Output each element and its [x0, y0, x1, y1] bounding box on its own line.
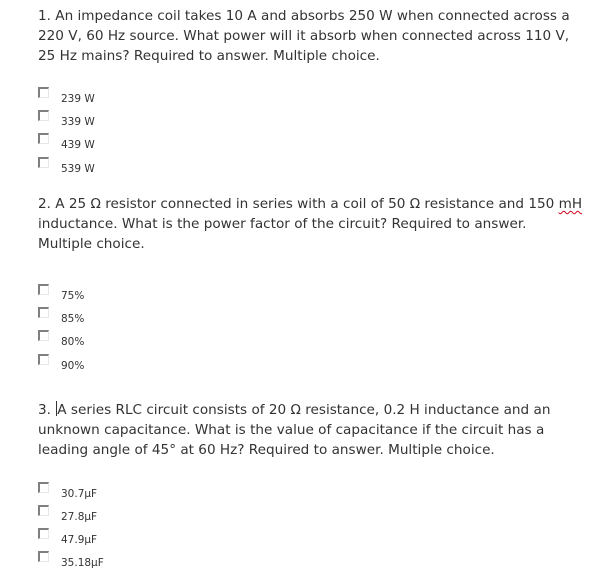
q2-option-4-checkbox[interactable] [38, 354, 49, 365]
question-1-text [38, 6, 583, 66]
q1-option-4-label: 539 W [61, 163, 95, 175]
q3-option-2[interactable] [38, 505, 238, 527]
q2-option-4-label: 90% [61, 360, 85, 372]
q1-option-1-label: 239 W [61, 93, 95, 105]
q2-option-1[interactable] [38, 284, 238, 306]
question-1-prompt: 1. An impedance coil takes 10 A and absorbs 250 W when connected across a 220 V, 60 Hz source. What power will it absorb when connected across 110 V, 25 Hz mains? Required to answer. Multiple choice. [38, 8, 570, 64]
q2-option-1-checkbox[interactable] [38, 284, 49, 295]
q3-option-1-label: 30.7μF [61, 488, 98, 500]
question-3-text [38, 400, 583, 460]
question-2-prompt-start: 2. A 25 Ω resistor connected in series with a coil of 50 Ω resistance and 150 [38, 196, 559, 212]
q3-option-4-label: 35.18μF [61, 557, 104, 569]
question-3-prompt: A series RLC circuit consists of 20 Ω resistance, 0.2 H inductance and an unknown capacitance. What is the value of capacitance if the circuit has a leading angle of 45° at 60 Hz? Required to answer. Multiple choice. [38, 402, 551, 458]
q1-option-4-checkbox[interactable] [38, 157, 49, 168]
q3-option-2-label: 27.8μF [61, 511, 98, 523]
q2-option-2[interactable] [38, 307, 238, 329]
spellcheck-flagged-word[interactable]: mH [558, 196, 583, 212]
q2-option-3-label: 80% [61, 336, 85, 348]
q3-option-4[interactable] [38, 551, 238, 573]
q2-option-3-checkbox[interactable] [38, 330, 49, 341]
q3-option-2-checkbox[interactable] [38, 505, 49, 516]
q2-option-4[interactable] [38, 354, 238, 376]
q1-option-2-checkbox[interactable] [38, 110, 49, 121]
question-2-prompt-end: inductance. What is the power factor of the circuit? Required to answer. Multiple choice. [38, 216, 527, 252]
q3-option-3-label: 47.9μF [61, 534, 98, 546]
q1-option-3-label: 439 W [61, 139, 95, 151]
q1-option-1-checkbox[interactable] [38, 87, 49, 98]
q1-option-2[interactable] [38, 110, 238, 132]
q1-option-3-checkbox[interactable] [38, 133, 49, 144]
q3-option-3[interactable] [38, 528, 238, 550]
q2-option-2-checkbox[interactable] [38, 307, 49, 318]
q2-option-1-label: 75% [61, 290, 85, 302]
q1-option-3[interactable] [38, 133, 238, 155]
q1-option-2-label: 339 W [61, 116, 95, 128]
question-3-number: 3. [38, 402, 56, 418]
question-2-text [38, 194, 583, 254]
q3-option-3-checkbox[interactable] [38, 528, 49, 539]
q3-option-4-checkbox[interactable] [38, 551, 49, 562]
q1-option-1[interactable] [38, 87, 238, 109]
q3-option-1[interactable] [38, 482, 238, 504]
q2-option-2-label: 85% [61, 313, 85, 325]
q1-option-4[interactable] [38, 157, 238, 179]
q2-option-3[interactable] [38, 330, 238, 352]
q3-option-1-checkbox[interactable] [38, 482, 49, 493]
